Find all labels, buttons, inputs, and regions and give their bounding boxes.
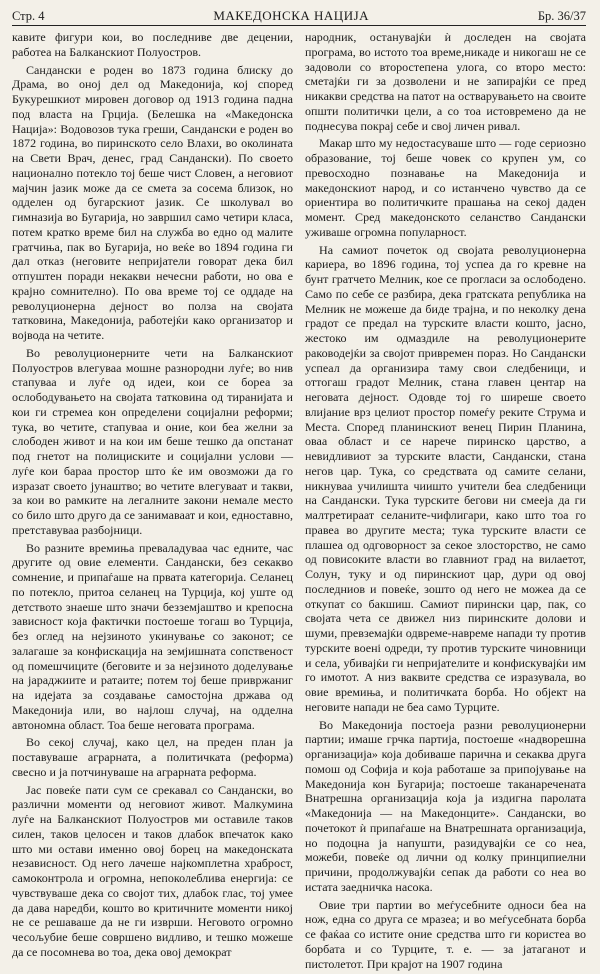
- paragraph: Овие три партии во меѓусебните односи беа на нож, една со друга се мразеа; и во меѓусебната борба се фаќаа со истите оние средства што ги користеа во борбата и со Турците, т. е. — за јатаганот и пистолетот. При крајот на 1907 година: [305, 897, 586, 971]
- paragraph: Јас повеќе пати сум се срекавал со Сандански, во различни моменти од неговиот живот. Малкумина луѓе на Балканскиот Полуостров ми оставиле таков силен, таков целосен и таков длабок впечаток како што ми остави именно овој борец на македонската независност. Од него лачеше најкомплетна храброст, самоконтрола и огромна, непоколеблива енергија: се чувствуваше дека со својот тих, длабок глас, тој умее да дава наредби, кошто во критичните моменти никој не се решаваше да не ги изврши. Неговото огромно чесољубие беше совршено видливо, и тешко можеше да се посомнева во тоа, дека овој демократ: [12, 782, 293, 959]
- paragraph: Сандански е роден во 1873 година блиску до Драма, во оној дел од Македонија, кој според Букурешкиот мировен договор од 1913 година падна под власта на Грција. (Белешка на «Македонска Нација»: Водовозов тука греши, Сандански е роден во 1872 година, во пиринското село Влахи, во околината на Свети Врач, денес, град Сандански). По своето национално потекло тој беше чист Словен, а неговиот мајчин јазик може да се смета за сосема близок, но одделен од бугарскиот јазик. Се школувал во гимназија во Бугарија, но завршил само четири класа, потем кратко време бил на служба во едно од малите гратчиња, пак во Бугарија, но веќе во 1894 година ги дал отказ (неговите непријатели говорат дека бил отпуштен поради некакви нечесни работи, но ова е крајно сомнително). По ова време тој се оддаде на револуционерна дејност во полза на својата татковина, Македонија, работејќи како организатор и војвода на четите.: [12, 62, 293, 342]
- right-column: [305, 30, 586, 974]
- page-number: Стр. 4: [12, 9, 45, 23]
- article-body: [12, 30, 586, 974]
- paragraph: На самиот почеток од својата револуционерна кариера, во 1896 година, тој успеа да го кревне на бунт гратчето Мелник, кое се прогласи за ослободено. Само по себе се разбира, дека гратската република на Мелник не можеше да биде трајна, и по неколку дена градот се предал на турските власти кошто, јасно, жестоко им одмаздиле на револуционерите раководејќи за својот привремен пораз. Но Сандански успеал да организира таму свои следбеници, и оттогаш градот Мелник, стана главен центар на неговата дејност. Одовде тој го ширеше своето влијание врз целиот простор помеѓу реките Струма и Места. Според планинскиот венец Пирин Планина, оваа област и се нарече пиринско царство, а невидливиот за турските власти, Сандански, стана негов цар. Тука, со средствата од самите селани, никнуваа училишта чиишто учители беа следбеници на Сандански. Тука турските бегови ни смееја да ги малтретираат селаните-чифлигари, како што тоа го правеа во другите места; тука турските власти се плашеа од одговорност за секое злосторство, не само од повисоките власти во главниот град на вилаетот, Солун, туку и од пиринскиот цар, дури од овој последниов и повеќе, зошто од него не можеа да се откупат со бакшиш. Самиот пирински цар, пак, со својата чета се движел низ пиринските долови и шуми, превземајќи одвреме-навреме напади ту против турските военi одреди, ту против турските чиновници и села, убивајќи ги непријателите и конфискувајќи им го имотот. А низ ваквите средства се изразувала, во овие времиња, и политичката борба. Но објект на неговите напади не беа само Турците.: [305, 242, 586, 714]
- paragraph: Во секој случај, како цел, на преден план ја поставуваше аграрната, а политичката (реформа) свесно и ја потчинуваше на аграрната реформа.: [12, 735, 293, 779]
- publication-title: МАКЕДОНСКА НАЦИЈА: [213, 8, 370, 23]
- paragraph: Во револуционерните чети на Балканскиот Полуостров влегуваа мошне разнородни луѓе; во нив стапуваа и луѓе од идеи, кои се бореа за ослободувањето на својата татковина од тиранијата и кои ги стремеа кон определени социјални реформи; тука, во четите, стапуваа и оние, кои беа желни за слободен живот и на кои им беше тешко да опстанат под гнетот на полициските и социјални услови — луѓе кои бараа простор што ќе им овозможи да го изразат своето јунаштво; во четите влегуваат и такви, за кои во рамките на легалните закони немале место со било што друго да се занимаваат и кои, едноставно, претставуваа разбојници.: [12, 345, 293, 537]
- paragraph: Макар што му недостасуваше што — годе сериозно образование, тој беше човек со крупен ум, со превосходно познавање на Македонија и македонскиот народ, и со истанчено чувство да се ориентира во политичките прашања на секој даден момент. Сред македонското селанство Сандански уживаше огромна популарност.: [305, 136, 586, 239]
- left-column: [12, 30, 293, 974]
- header-rule: [12, 25, 586, 26]
- paragraph: народник, останувајќи ѝ доследен на својата програма, во истото тоа време,никаде и никогаш не се задоволи со второстепена улога, со второ место: сметајќи ги за дозволени и не запирајќи се пред никакви средства на патот на остварувањето на своите општи политички цели, а со тоа истовремено да не поднесува покрај себе и свој личен ривал.: [305, 30, 586, 133]
- paragraph: кавите фигури кои, во последниве две децении, работеа на Балканскиот Полуостров.: [12, 30, 293, 59]
- paragraph: Во разните времиња преваладуваа час едните, час другите од овие елементи. Сандански, без секакво сомнение, и припаѓаше на првата категорија. Селанец по потекло, притоа селанец на Турција, кој уште од детството знаеше што значи безземјаштво и крепосна зависност која фактички постоеше тогаш во Турција, без оглед на нејзиното укинување со законот; се залагаше за конфискација на земјишната сопственост од помешчиците (беговите и за нејзиното доделување на јараджиите и ратаите; потем тој беше привржаниг на идејата за создавање самостојна држава од Македонија или, во најлош случај, на одделна автономна област. Тоа беше неговата програма.: [12, 540, 293, 732]
- page-header: [12, 6, 586, 25]
- issue-number: Бр. 36/37: [537, 9, 586, 23]
- paragraph: Во Македонија постоеја разни револуционерни партии; имаше грчка партија, постоеше «надворешна организација» која добиваше парична и секаква друга помош од Софија и која работаше за припојување на Македонија кон Бугарија; постоеше таканаречената Внатрешна организација која ја издигна паролата «Македонија — на Македонците». Сандански, во почетокот ѝ припаѓаше на Внатрешната организација, но подоцна ја напушти, разидувајќи се со неа, можеби, повеќе од лични од колку принципиелни причини, продолжувајќи сепак да работи со неа во истата заедничка насока.: [305, 717, 586, 894]
